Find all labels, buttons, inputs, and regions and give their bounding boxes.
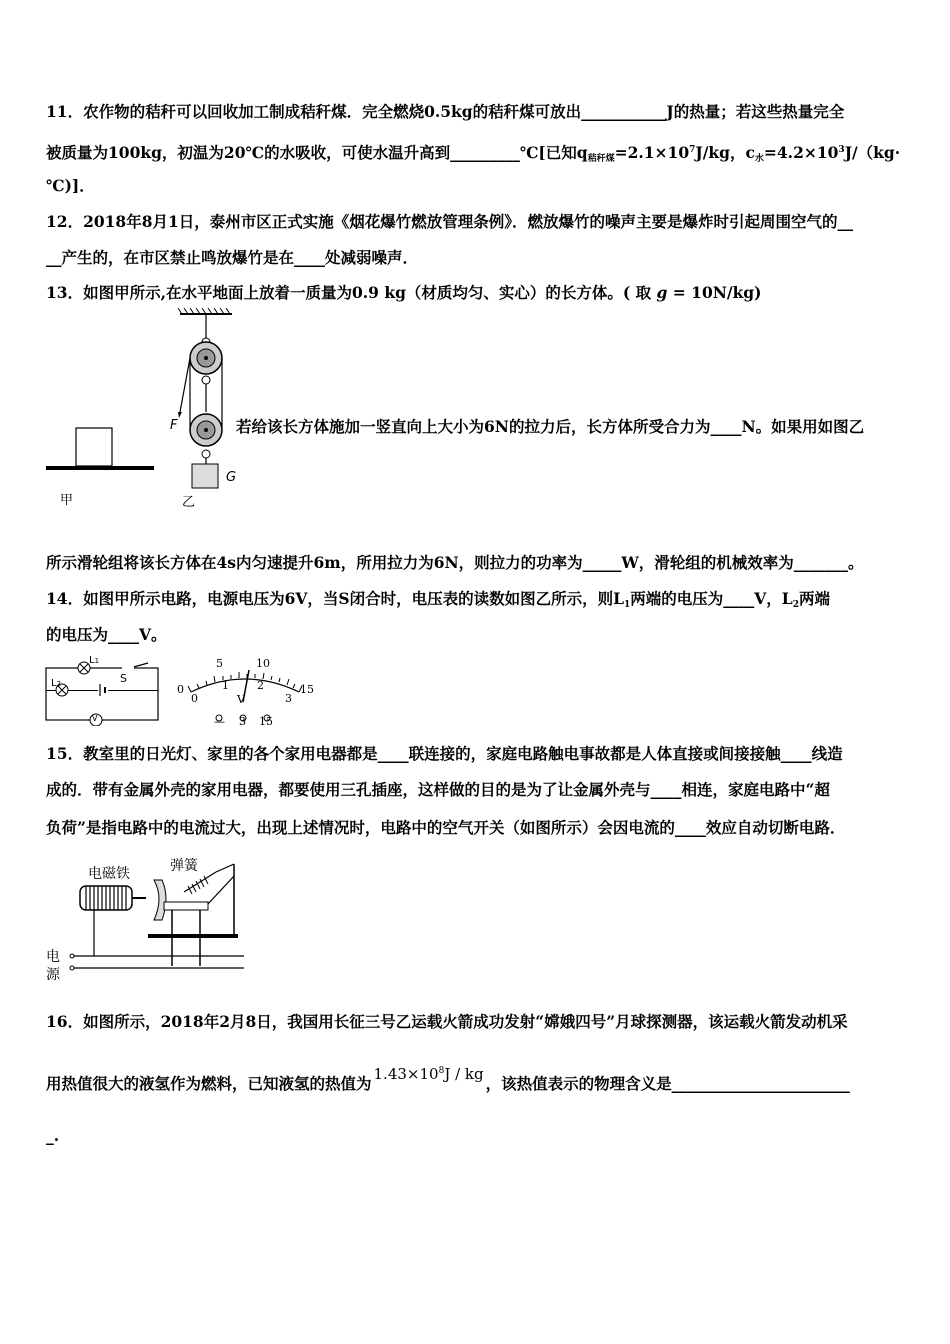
terminal-15: 15 xyxy=(259,715,273,728)
fig-label-G: G xyxy=(226,470,237,485)
fig-label-source-2: 源 xyxy=(46,967,60,983)
scale-top-10: 10 xyxy=(256,657,270,670)
fig-label-jia: 甲 xyxy=(60,493,74,508)
q13-line1: 13．如图甲所示,在水平地面上放着一质量为0.9 kg（材质均匀、实心）的长方体。( 取 g = 10N/kg) xyxy=(46,283,762,302)
heat-value-formula: $1.43\times 10^8J$ / kg xyxy=(373,1065,484,1083)
q12-line2: __产生的，在市区禁止鸣放爆竹是在____处减弱噪声． xyxy=(46,248,419,267)
q13-figure-pulley-system xyxy=(160,308,240,490)
meter-V-label: V xyxy=(237,693,245,706)
fig-label-L1: L1 xyxy=(89,655,100,666)
q11-line2: 被质量为100kg，初温为20℃的水吸收，可使水温升高到_________℃[已知$q_{秸秆煤}=2.1\times 10^7J/kg$，$c_水=4.2\times 10^3J/(kg\cdot$ xyxy=(46,143,901,164)
fig-label-yi: 乙 xyxy=(182,495,196,510)
scale-top-5: 5 xyxy=(216,657,223,670)
q16-line3: _. xyxy=(46,1126,60,1145)
q15-air-switch-figure xyxy=(44,856,250,986)
q15-line2: 成的．带有金属外壳的家用电器，都要使用三孔插座，这样做的目的是为了让金属外壳与____相连，家庭电路中“超 xyxy=(46,780,830,799)
q16-line2: 用热值很大的液氢作为燃料，已知液氢的热值为 $1.43\times 10^8J$ / kg ，该热值表示的物理含义是_______________________ xyxy=(46,1065,850,1093)
q14-circuit-diagram xyxy=(44,654,164,726)
terminal-minus: — xyxy=(214,715,225,728)
fig-label-spring: 弹簧 xyxy=(170,858,198,874)
q15-line3: 负荷”是指电路中的电流过大，出现上述情况时，电路中的空气开关（如图所示）会因电流的____效应自动切断电路． xyxy=(46,818,846,837)
scale-bottom-0: 0 xyxy=(191,692,198,705)
q14-line2: 的电压为____V。 xyxy=(46,625,167,644)
q12-line1: 12．2018年8月1日，泰州市区正式实施《烟花爆竹燃放管理条例》．燃放爆竹的噪声主要是爆炸时引起周围空气的__ xyxy=(46,212,854,231)
q16-line1: 16．如图所示，2018年2月8日，我国用长征三号乙运载火箭成功发射“嫦娥四号”月球探测器，该运载火箭发动机采 xyxy=(46,1012,848,1031)
terminal-3: 3 xyxy=(239,715,246,728)
scale-bottom-2: 2 xyxy=(257,679,264,692)
q11-line1: 11．农作物的秸秆可以回收加工制成秸秆煤．完全燃烧0.5kg的秸秆煤可放出___________J的热量；若这些热量完全 xyxy=(46,102,845,121)
fig-label-S: S xyxy=(120,672,127,685)
q15-line1: 15．教室里的日光灯、家里的各个家用电器都是____联连接的，家庭电路触电事故都是人体直接或间接接触____线造 xyxy=(46,744,843,763)
q14-line1: 14．如图甲所示电路，电源电压为6V，当S闭合时，电压表的读数如图乙所示，则$L_1$两端的电压为____V，$L_2$两端 xyxy=(46,589,830,610)
q13-line3: 所示滑轮组将该长方体在4s内匀速提升6m，所用拉力为6N，则拉力的功率为_____W，滑轮组的机械效率为_______。 xyxy=(46,553,864,572)
fig-label-L2: L2 xyxy=(51,678,62,689)
scale-bottom-3: 3 xyxy=(285,692,292,705)
fig-label-V: V xyxy=(92,714,98,723)
q11-line3: ℃)]． xyxy=(46,176,95,195)
q13-line2: 若给该长方体施加一竖直向上大小为6N的拉力后，长方体所受合力为____N。如果用如图乙 xyxy=(236,417,865,436)
fig-label-magnet: 电磁铁 xyxy=(88,866,130,882)
fig-label-source-1: 电 xyxy=(46,949,60,965)
fig-label-F: F xyxy=(170,418,178,433)
scale-right-15: 15 xyxy=(300,683,314,696)
scale-left-0: 0 xyxy=(177,683,184,696)
scale-bottom-1: 1 xyxy=(222,679,229,692)
